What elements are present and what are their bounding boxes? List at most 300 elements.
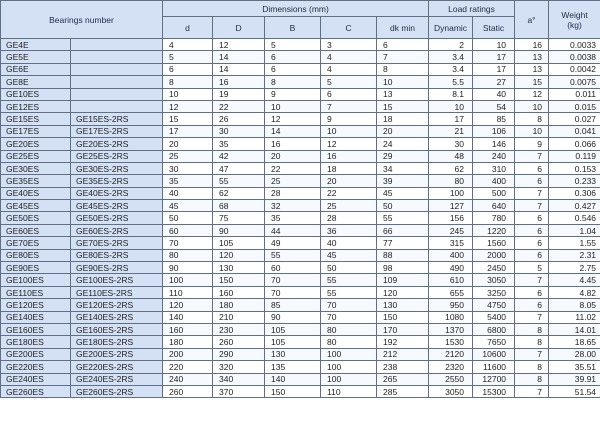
cell-B: 85 [265,299,321,311]
cell-B: 25 [265,175,321,187]
cell-D: 30 [213,125,265,137]
cell-weight: 0.0033 [549,39,600,51]
table-row [1,162,600,174]
cell-dynamic-load: 100 [429,187,473,199]
cell-dk-min: 10 [377,76,429,88]
header-C: C [321,17,377,39]
cell-C: 12 [321,138,377,150]
bearing-number: GE45ES [1,200,71,212]
bearing-number-2rs: GE50ES-2RS [71,212,163,224]
cell-static-load: 1560 [473,237,515,249]
cell-alpha: 6 [515,237,549,249]
header-alpha: a° [515,1,549,39]
cell-B: 70 [265,274,321,286]
cell-static-load: 85 [473,113,515,125]
cell-weight: 1.55 [549,237,600,249]
cell-static-load: 1220 [473,224,515,236]
cell-D: 62 [213,187,265,199]
cell-weight: 0.027 [549,113,600,125]
bearing-number: GE30ES [1,162,71,174]
cell-B: 105 [265,323,321,335]
header-dynamic: Dynamic [429,17,473,39]
cell-static-load: 2450 [473,262,515,274]
table-row [1,262,600,274]
bearing-number: GE35ES [1,175,71,187]
cell-D: 105 [213,237,265,249]
cell-weight: 11.02 [549,311,600,323]
cell-D: 12 [213,39,265,51]
cell-B: 44 [265,224,321,236]
cell-alpha: 9 [515,138,549,150]
cell-dynamic-load: 950 [429,299,473,311]
cell-dynamic-load: 17 [429,113,473,125]
cell-D: 260 [213,336,265,348]
cell-C: 16 [321,150,377,162]
cell-alpha: 6 [515,224,549,236]
cell-weight: 18.65 [549,336,600,348]
cell-B: 9 [265,88,321,100]
bearing-number-2rs [71,39,163,51]
cell-d: 160 [163,323,213,335]
cell-alpha: 7 [515,348,549,360]
table-row [1,212,600,224]
table-row [1,113,600,125]
bearing-number: GE200ES [1,348,71,360]
header-weight-line2: (kg) [567,19,582,30]
table-body [1,39,600,398]
cell-C: 80 [321,323,377,335]
cell-d: 35 [163,175,213,187]
cell-weight: 0.119 [549,150,600,162]
bearing-number: GE220ES [1,361,71,373]
cell-weight: 2.31 [549,249,600,261]
cell-B: 10 [265,100,321,112]
cell-C: 7 [321,100,377,112]
cell-weight: 4.45 [549,274,600,286]
table-row [1,63,600,75]
cell-C: 70 [321,311,377,323]
cell-dk-min: 170 [377,323,429,335]
cell-dk-min: 29 [377,150,429,162]
table-row [1,311,600,323]
bearing-number-2rs: GE200ES-2RS [71,348,163,360]
bearing-number: GE160ES [1,323,71,335]
cell-C: 22 [321,187,377,199]
cell-d: 240 [163,373,213,385]
cell-C: 28 [321,212,377,224]
cell-alpha: 6 [515,286,549,298]
cell-C: 10 [321,125,377,137]
cell-d: 260 [163,385,213,397]
header-weight-line1: Weight [561,9,588,20]
cell-weight: 0.011 [549,88,600,100]
cell-weight: 0.0038 [549,51,600,63]
cell-D: 150 [213,274,265,286]
cell-D: 340 [213,373,265,385]
cell-alpha: 6 [515,175,549,187]
cell-static-load: 40 [473,88,515,100]
cell-dynamic-load: 400 [429,249,473,261]
cell-D: 68 [213,200,265,212]
cell-C: 100 [321,361,377,373]
cell-alpha: 6 [515,299,549,311]
cell-D: 16 [213,76,265,88]
cell-dk-min: 45 [377,187,429,199]
bearing-number-2rs: GE40ES-2RS [71,187,163,199]
cell-C: 100 [321,373,377,385]
cell-alpha: 5 [515,262,549,274]
cell-dk-min: 34 [377,162,429,174]
cell-d: 90 [163,262,213,274]
table-row [1,175,600,187]
cell-B: 20 [265,150,321,162]
cell-dynamic-load: 2 [429,39,473,51]
cell-C: 3 [321,39,377,51]
cell-B: 49 [265,237,321,249]
cell-dynamic-load: 490 [429,262,473,274]
bearing-number: GE80ES [1,249,71,261]
bearing-number-2rs: GE25ES-2RS [71,150,163,162]
cell-alpha: 10 [515,100,549,112]
bearing-number-2rs: GE60ES-2RS [71,224,163,236]
cell-d: 50 [163,212,213,224]
table-row [1,100,600,112]
table-row [1,39,600,51]
cell-B: 60 [265,262,321,274]
cell-C: 6 [321,88,377,100]
bearing-number-2rs [71,88,163,100]
cell-B: 130 [265,348,321,360]
cell-weight: 39.91 [549,373,600,385]
cell-weight: 35.51 [549,361,600,373]
cell-alpha: 6 [515,162,549,174]
cell-alpha: 8 [515,373,549,385]
cell-weight: 1.04 [549,224,600,236]
cell-weight: 0.0075 [549,76,600,88]
cell-B: 70 [265,286,321,298]
cell-C: 4 [321,63,377,75]
cell-alpha: 6 [515,249,549,261]
cell-static-load: 10600 [473,348,515,360]
cell-C: 110 [321,385,377,397]
cell-dynamic-load: 10 [429,100,473,112]
cell-C: 45 [321,249,377,261]
cell-static-load: 500 [473,187,515,199]
cell-alpha: 8 [515,336,549,348]
cell-B: 14 [265,125,321,137]
bearing-number: GE60ES [1,224,71,236]
bearing-number-2rs: GE80ES-2RS [71,249,163,261]
cell-d: 200 [163,348,213,360]
bearing-number: GE12ES [1,100,71,112]
cell-B: 6 [265,51,321,63]
cell-dk-min: 18 [377,113,429,125]
cell-alpha: 8 [515,323,549,335]
cell-C: 55 [321,286,377,298]
cell-C: 36 [321,224,377,236]
bearing-number-2rs: GE35ES-2RS [71,175,163,187]
cell-C: 100 [321,348,377,360]
cell-D: 120 [213,249,265,261]
cell-weight: 0.427 [549,200,600,212]
cell-dk-min: 20 [377,125,429,137]
table-row [1,348,600,360]
cell-alpha: 15 [515,76,549,88]
bearing-number: GE240ES [1,373,71,385]
cell-dk-min: 6 [377,39,429,51]
bearing-number-2rs: GE120ES-2RS [71,299,163,311]
cell-d: 70 [163,237,213,249]
cell-weight: 0.066 [549,138,600,150]
bearing-number: GE4E [1,39,71,51]
bearing-number-2rs: GE240ES-2RS [71,373,163,385]
cell-D: 180 [213,299,265,311]
header-weight [549,1,600,39]
cell-B: 32 [265,200,321,212]
cell-dk-min: 130 [377,299,429,311]
cell-static-load: 10 [473,39,515,51]
bearing-number: GE20ES [1,138,71,150]
cell-dynamic-load: 655 [429,286,473,298]
bearing-number: GE50ES [1,212,71,224]
cell-D: 47 [213,162,265,174]
cell-dynamic-load: 245 [429,224,473,236]
cell-d: 15 [163,113,213,125]
cell-dk-min: 7 [377,51,429,63]
cell-dynamic-load: 5.5 [429,76,473,88]
cell-alpha: 7 [515,200,549,212]
cell-C: 55 [321,274,377,286]
header-B: B [265,17,321,39]
cell-d: 40 [163,187,213,199]
cell-dynamic-load: 2320 [429,361,473,373]
cell-d: 10 [163,88,213,100]
bearing-number-2rs: GE30ES-2RS [71,162,163,174]
bearing-number-2rs: GE180ES-2RS [71,336,163,348]
cell-dk-min: 77 [377,237,429,249]
cell-dynamic-load: 610 [429,274,473,286]
table-row [1,138,600,150]
cell-D: 19 [213,88,265,100]
cell-d: 4 [163,39,213,51]
cell-weight: 0.153 [549,162,600,174]
bearing-number-2rs: GE20ES-2RS [71,138,163,150]
cell-weight: 8.05 [549,299,600,311]
cell-C: 4 [321,51,377,63]
cell-static-load: 4750 [473,299,515,311]
header-dk-min: dk min [377,17,429,39]
cell-d: 25 [163,150,213,162]
table-row [1,249,600,261]
bearing-number: GE25ES [1,150,71,162]
cell-B: 140 [265,373,321,385]
header-static: Static [473,17,515,39]
cell-static-load: 3250 [473,286,515,298]
cell-dynamic-load: 2120 [429,348,473,360]
cell-weight: 14.01 [549,323,600,335]
cell-D: 290 [213,348,265,360]
bearing-number: GE120ES [1,299,71,311]
cell-D: 22 [213,100,265,112]
cell-dk-min: 109 [377,274,429,286]
cell-dk-min: 15 [377,100,429,112]
bearing-number-2rs: GE110ES-2RS [71,286,163,298]
header-D: D [213,17,265,39]
cell-dynamic-load: 62 [429,162,473,174]
cell-D: 42 [213,150,265,162]
cell-alpha: 8 [515,113,549,125]
cell-D: 14 [213,51,265,63]
cell-dynamic-load: 30 [429,138,473,150]
cell-weight: 0.0042 [549,63,600,75]
cell-dk-min: 98 [377,262,429,274]
cell-alpha: 7 [515,150,549,162]
cell-static-load: 310 [473,162,515,174]
cell-static-load: 5400 [473,311,515,323]
cell-d: 6 [163,63,213,75]
cell-B: 5 [265,39,321,51]
cell-alpha: 12 [515,88,549,100]
cell-D: 210 [213,311,265,323]
bearing-number-2rs [71,100,163,112]
cell-d: 12 [163,100,213,112]
cell-d: 5 [163,51,213,63]
cell-d: 140 [163,311,213,323]
cell-static-load: 11600 [473,361,515,373]
cell-alpha: 7 [515,311,549,323]
header-dimensions: Dimensions (mm) [163,1,429,17]
cell-B: 90 [265,311,321,323]
cell-dynamic-load: 3.4 [429,63,473,75]
bearing-number-2rs: GE17ES-2RS [71,125,163,137]
cell-D: 75 [213,212,265,224]
table-row [1,274,600,286]
table-row [1,200,600,212]
cell-D: 230 [213,323,265,335]
cell-static-load: 640 [473,200,515,212]
table-row [1,323,600,335]
cell-alpha: 7 [515,187,549,199]
cell-dynamic-load: 1530 [429,336,473,348]
cell-B: 22 [265,162,321,174]
cell-D: 55 [213,175,265,187]
bearing-number-2rs: GE220ES-2RS [71,361,163,373]
cell-static-load: 3050 [473,274,515,286]
cell-dynamic-load: 80 [429,175,473,187]
cell-B: 6 [265,63,321,75]
bearing-number-2rs [71,76,163,88]
bearing-number-2rs: GE100ES-2RS [71,274,163,286]
table-row [1,237,600,249]
cell-dk-min: 55 [377,212,429,224]
bearing-number-2rs: GE45ES-2RS [71,200,163,212]
table-row [1,76,600,88]
bearing-number-2rs: GE260ES-2RS [71,385,163,397]
cell-d: 8 [163,76,213,88]
bearing-number: GE110ES [1,286,71,298]
cell-D: 160 [213,286,265,298]
bearing-number: GE8E [1,76,71,88]
cell-D: 320 [213,361,265,373]
cell-static-load: 27 [473,76,515,88]
cell-B: 150 [265,385,321,397]
cell-dk-min: 66 [377,224,429,236]
cell-d: 20 [163,138,213,150]
cell-dynamic-load: 8.1 [429,88,473,100]
cell-static-load: 15300 [473,385,515,397]
cell-D: 26 [213,113,265,125]
bearing-number-2rs: GE70ES-2RS [71,237,163,249]
cell-B: 105 [265,336,321,348]
cell-D: 90 [213,224,265,236]
cell-dk-min: 88 [377,249,429,261]
cell-D: 130 [213,262,265,274]
cell-dynamic-load: 3050 [429,385,473,397]
cell-static-load: 17 [473,63,515,75]
cell-dk-min: 212 [377,348,429,360]
bearing-number: GE6E [1,63,71,75]
table-header [1,1,600,39]
header-d: d [163,17,213,39]
table-row [1,336,600,348]
cell-C: 20 [321,175,377,187]
cell-D: 14 [213,63,265,75]
cell-static-load: 106 [473,125,515,137]
cell-dk-min: 50 [377,200,429,212]
cell-d: 110 [163,286,213,298]
cell-weight: 4.82 [549,286,600,298]
bearing-number: GE90ES [1,262,71,274]
cell-weight: 0.233 [549,175,600,187]
cell-C: 18 [321,162,377,174]
cell-d: 45 [163,200,213,212]
cell-alpha: 10 [515,125,549,137]
bearing-number: GE15ES [1,113,71,125]
cell-dynamic-load: 48 [429,150,473,162]
table-row [1,224,600,236]
header-load-ratings: Load ratings [429,1,515,17]
bearing-number: GE140ES [1,311,71,323]
bearing-number-2rs: GE140ES-2RS [71,311,163,323]
cell-static-load: 17 [473,51,515,63]
cell-dk-min: 192 [377,336,429,348]
cell-static-load: 2000 [473,249,515,261]
cell-dynamic-load: 1080 [429,311,473,323]
bearing-number: GE180ES [1,336,71,348]
cell-alpha: 6 [515,212,549,224]
cell-static-load: 6800 [473,323,515,335]
cell-d: 100 [163,274,213,286]
cell-weight: 2.75 [549,262,600,274]
cell-B: 16 [265,138,321,150]
cell-dk-min: 8 [377,63,429,75]
table-row [1,88,600,100]
cell-dynamic-load: 156 [429,212,473,224]
table-row [1,51,600,63]
cell-static-load: 400 [473,175,515,187]
cell-static-load: 12700 [473,373,515,385]
cell-weight: 0.015 [549,100,600,112]
cell-dk-min: 39 [377,175,429,187]
cell-alpha: 13 [515,51,549,63]
cell-C: 40 [321,237,377,249]
cell-weight: 0.306 [549,187,600,199]
cell-C: 5 [321,76,377,88]
cell-dk-min: 238 [377,361,429,373]
bearing-number: GE40ES [1,187,71,199]
cell-dk-min: 120 [377,286,429,298]
table-row [1,125,600,137]
